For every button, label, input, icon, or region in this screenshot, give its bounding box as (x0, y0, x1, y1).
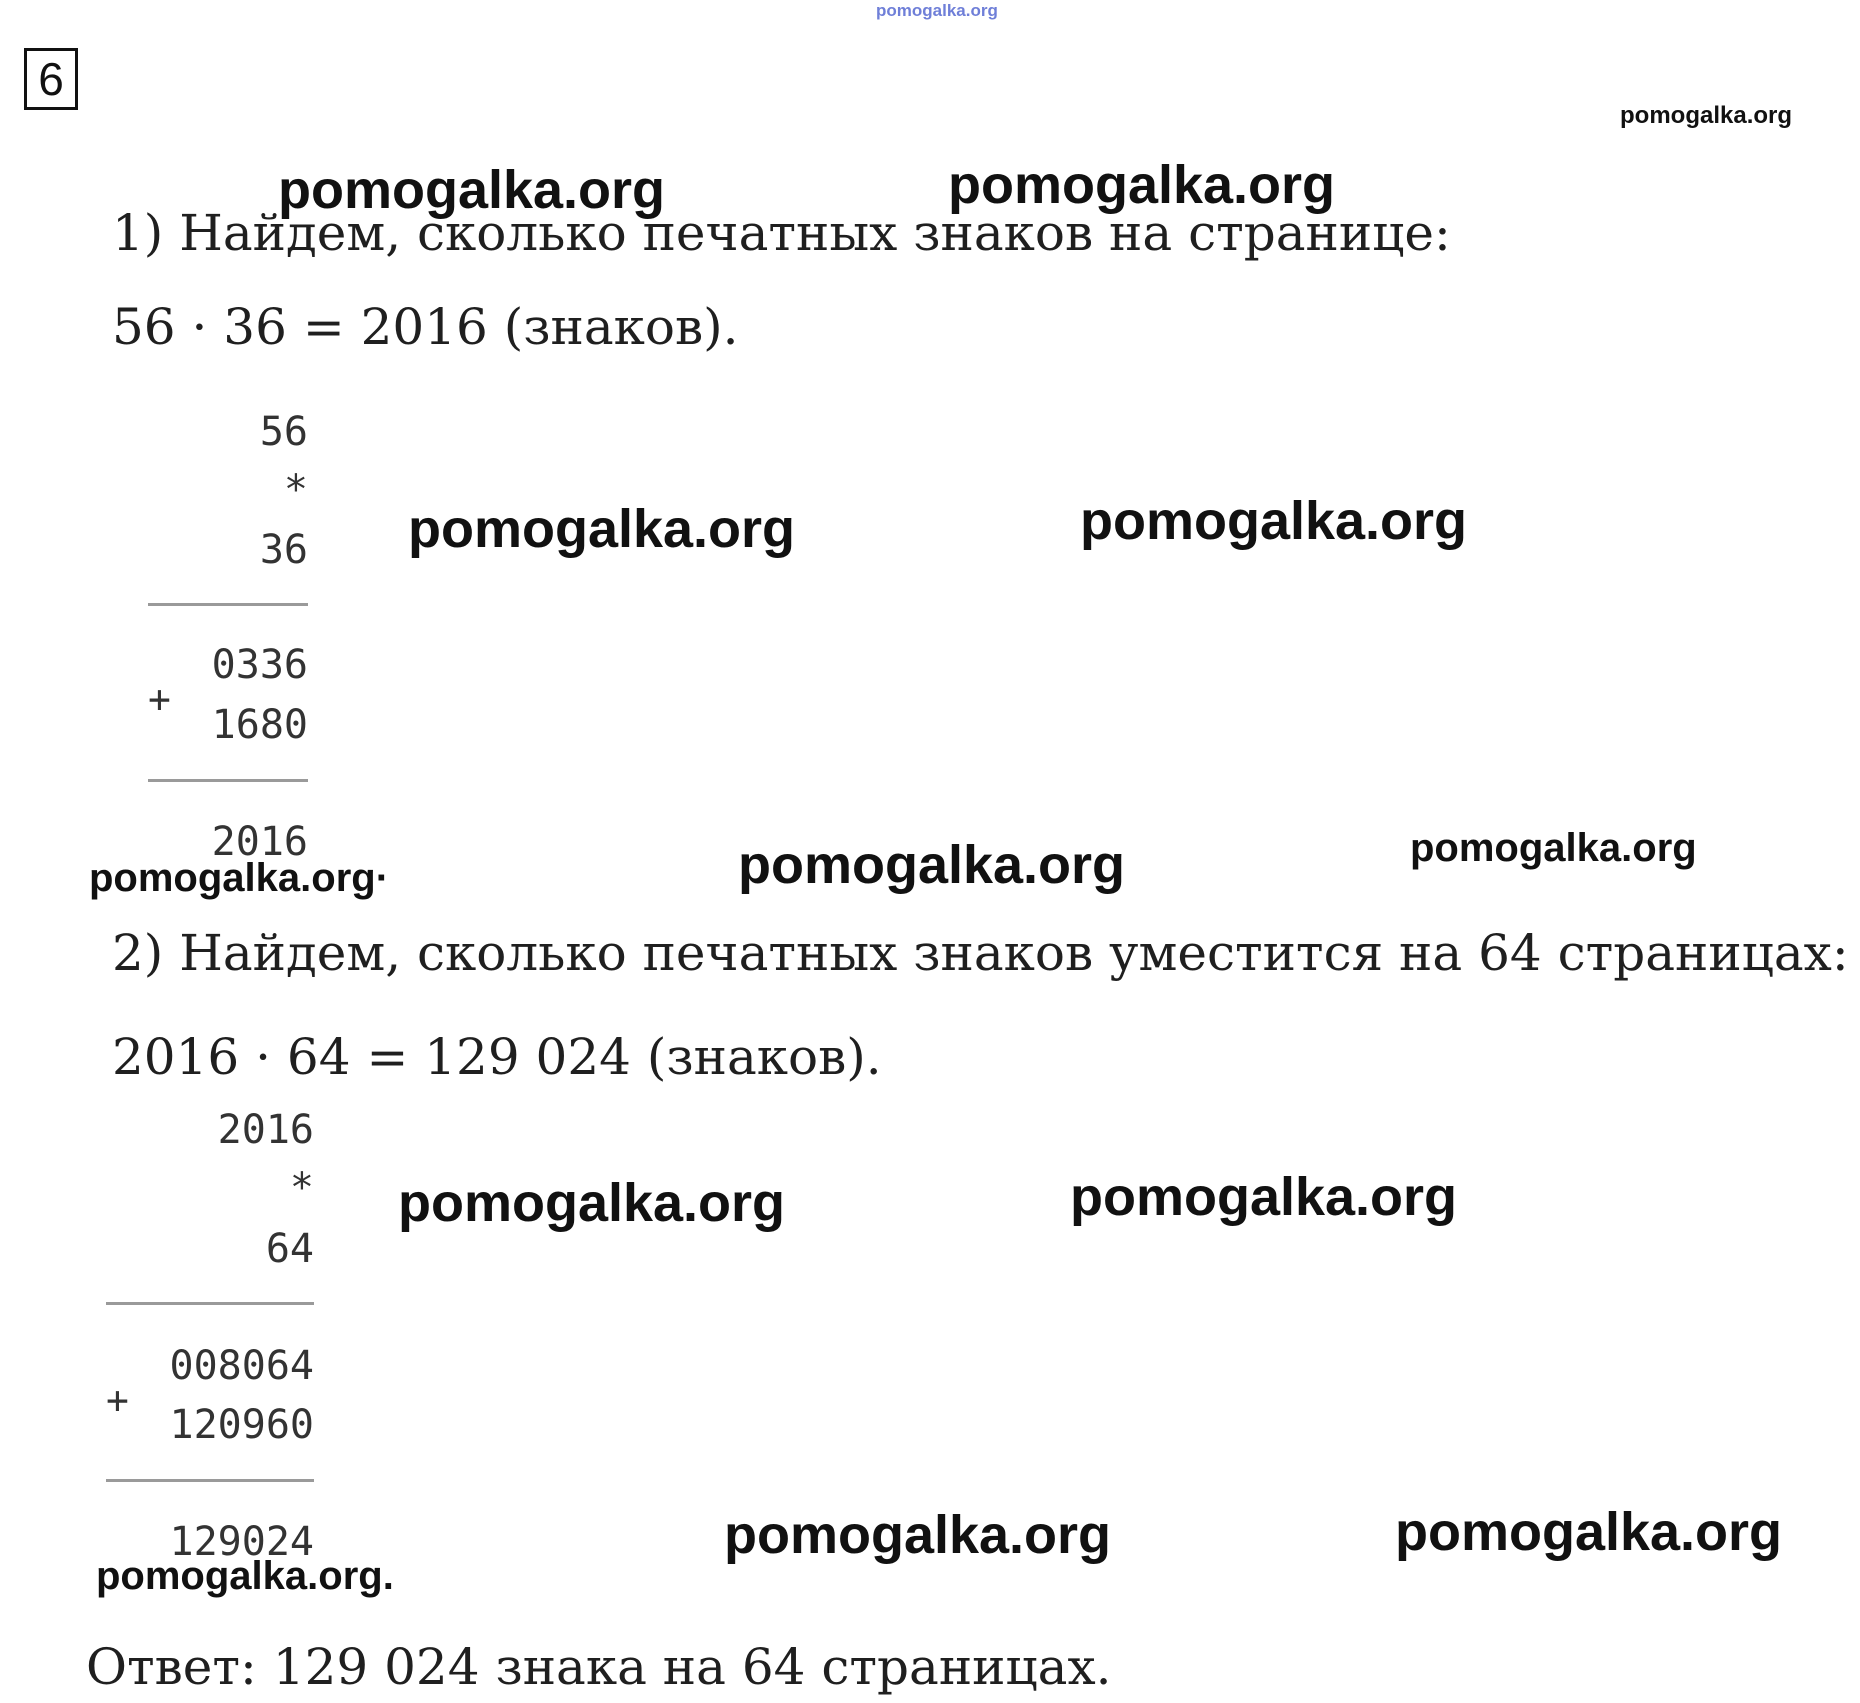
watermark: pomogalka.org (278, 160, 666, 220)
watermark: pomogalka.org (1395, 1502, 1783, 1562)
operator: * (289, 1165, 314, 1211)
partial-product: 120960 (169, 1402, 314, 1448)
step-1-heading: 1) Найдем, сколько печатных знаков на странице: (112, 204, 1451, 262)
multiplicand: 56 (259, 409, 308, 455)
watermark: pomogalka.org (398, 1173, 786, 1233)
watermark: pomogalka.org (738, 835, 1126, 895)
rule-line (106, 1479, 314, 1482)
answer: Ответ: 129 024 знака на 64 страницах. (86, 1638, 1112, 1696)
multiplier: 64 (265, 1226, 314, 1272)
partial-product: 1680 (211, 702, 308, 748)
step-2-heading: 2) Найдем, сколько печатных знаков уместится на 64 страницах: (112, 924, 1849, 982)
step-2-equation: 2016 · 64 = 129 024 (знаков). (112, 1028, 882, 1086)
partial-product: 008064 (169, 1343, 314, 1389)
rule-line (106, 1302, 314, 1305)
watermark-corner: pomogalka.org (1620, 102, 1793, 129)
product-result: 129024 (169, 1519, 314, 1565)
watermark: pomogalka.org (1410, 826, 1697, 870)
watermark: pomogalka.org (948, 155, 1336, 215)
multiplicand: 2016 (217, 1107, 314, 1153)
watermark: pomogalka.org (408, 499, 796, 559)
watermark: pomogalka.org (724, 1505, 1112, 1565)
watermark: pomogalka.org (1080, 491, 1468, 551)
task-number: 6 (24, 48, 78, 110)
partial-product: 0336 (211, 642, 308, 688)
watermark: pomogalka.org. (96, 1554, 394, 1598)
operator: * (283, 467, 308, 513)
rule-line (148, 603, 308, 606)
rule-line (148, 779, 308, 782)
step-1-equation: 56 · 36 = 2016 (знаков). (112, 298, 739, 356)
watermark-top: pomogalka.org (876, 1, 998, 20)
multiplier: 36 (259, 527, 308, 573)
plus-sign: + (106, 1378, 129, 1422)
watermark: pomogalka.org· (89, 856, 390, 900)
plus-sign: + (148, 677, 171, 721)
watermark: pomogalka.org (1070, 1167, 1458, 1227)
product-result: 2016 (211, 819, 308, 865)
